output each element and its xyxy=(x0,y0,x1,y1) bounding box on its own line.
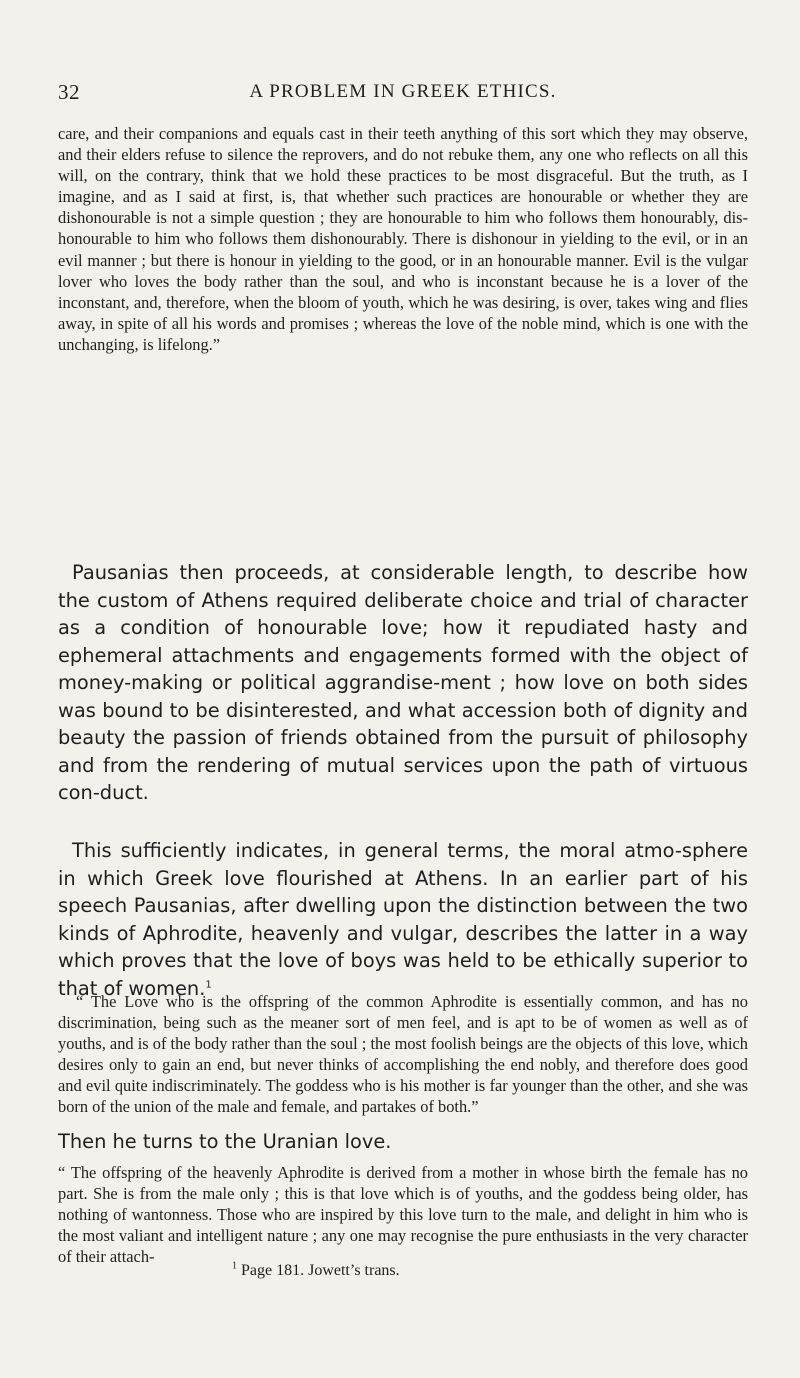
paragraph-quote-continuation: care, and their companions and equals cast in their teeth anything of this sort which they may observe, and their elders refuse to silence the reprovers, and do not rebuke them, any one who reflects on all this will, on the contrary, think that we hold these practices to be most disgraceful. But the truth, as I imagine, and as I said at first, is, that whether such practices are honourable or whether they are dishonourable is not a simple question ; they are honourable to him who follows them honourably, dis-honourable to him who follows them dishonourably. There is dishonour in yielding to the evil, or in an evil manner ; but there is honour in yielding to the good, or in an honourable manner. Evil is the vulgar lover who loves the body rather than the soul, and who is inconstant because he is a lover of the inconstant, and, therefore, when the bloom of youth, which he was desiring, is over, takes wing and flies away, in spite of all his words and promises ; whereas the love of the noble mind, which is one with the unchanging, is lifelong.” xyxy=(58,124,748,354)
paragraph-heavenly-aphrodite-quote: “ The offspring of the heavenly Aphrodite is derived from a mother in whose birth the female has no part. She is from the male only ; this is that love which is of youths, and the goddess being older, has nothing of wantonness. Those who are inspired by this love turn to the male, and delight in him who is the most valiant and intelligent nature ; any one may recognise the pure enthusiasts in the very character of their attach- xyxy=(58,1163,748,1267)
footnote-mark: 1 xyxy=(232,1260,237,1272)
paragraph-moral-atmosphere-text: This sufficiently indicates, in general terms, the moral atmo-sphere in which Greek love flourished at Athens. In an earlier part of his speech Pausanias, after dwelling upon the distinction between the two kinds of Aphrodite, heavenly and vulgar, describes the latter in a way which proves that the love of boys was held to be ethically superior to that of women. xyxy=(58,839,748,1000)
paragraph-moral-atmosphere xyxy=(58,837,748,1002)
footnote xyxy=(232,1262,732,1280)
footnote-text: Page 181. Jowett’s trans. xyxy=(241,1262,400,1279)
paragraph-common-aphrodite-quote: “ The Love who is the offspring of the common Aphrodite is essentially common, and has no discrimination, being such as the meaner sort of men feel, and is apt to be of women as well as of youths, and is of the body rather than the soul ; the most foolish beings are the objects of this love, which desires only to gain an end, but never thinks of accomplishing the end nobly, and therefore does good and evil quite indiscriminately. The goddess who is his mother is far younger than the other, and she was born of the union of the male and female, and partakes of both.” xyxy=(58,992,748,1117)
footnote-reference: 1 xyxy=(205,979,212,991)
paragraph-pausanias-custom: Pausanias then proceeds, at considerable length, to describe how the custom of Athens required deliberate choice and trial of character as a condition of honourable love; how it repudiated hasty and ephemeral attachments and engagements formed with the object of money-making or political aggrandise-ment ; how love on both sides was bound to be disinterested, and what accession both of dignity and beauty the passion of friends obtained from the pursuit of philosophy and from the rendering of mutual services upon the path of virtuous con-duct. xyxy=(58,561,748,804)
page-number: 32 xyxy=(58,80,80,104)
paragraph-uranian-love: Then he turns to the Uranian love. xyxy=(58,1130,392,1153)
page-header xyxy=(58,80,748,110)
running-head: A PROBLEM IN GREEK ETHICS. xyxy=(249,81,557,102)
